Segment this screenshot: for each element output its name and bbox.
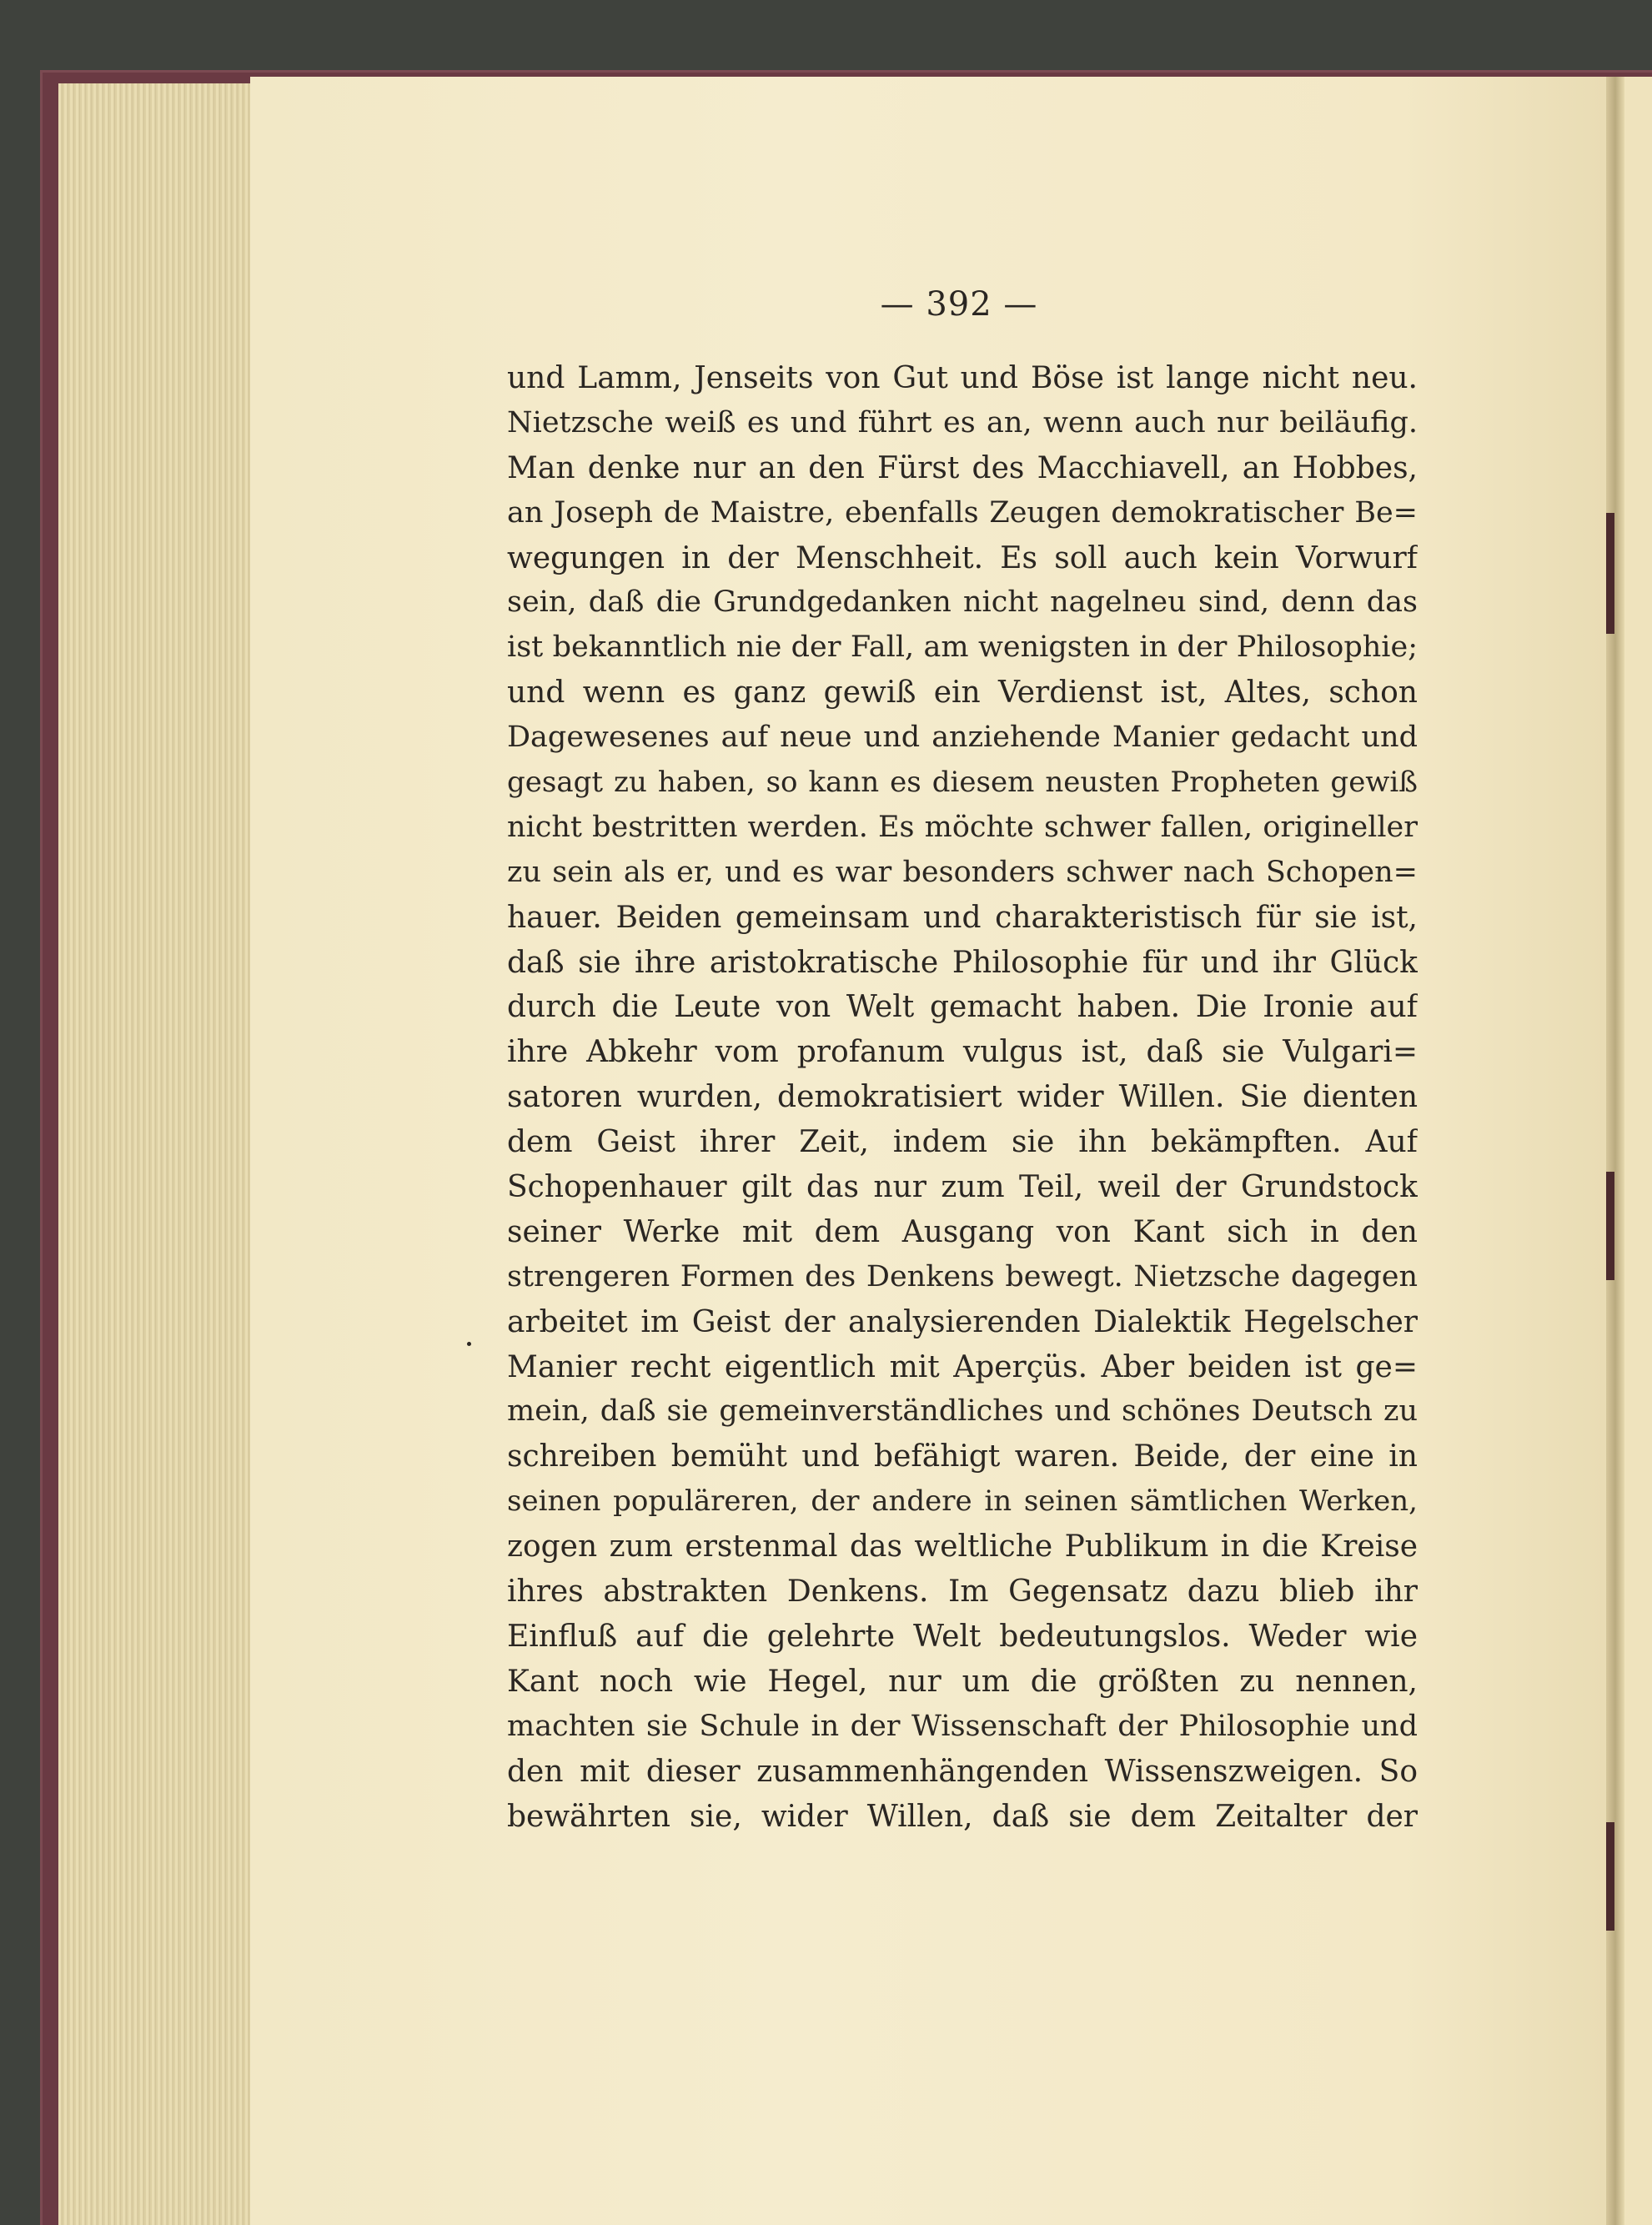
- text-line: mein, daß sie gemeinverständliches und schönes Deutsch zu: [507, 1394, 1418, 1429]
- text-line: Nietzsche weiß es und führt es an, wenn auch nur beiläufig.: [507, 405, 1418, 439]
- text-line: den mit dieser zusammenhängenden Wissenszweigen. So: [507, 1754, 1418, 1789]
- text-line: machten sie Schule in der Wissenschaft der Philosophie und: [507, 1709, 1418, 1743]
- text-line: Schopenhauer gilt das nur zum Teil, weil der Grundstock: [507, 1170, 1418, 1205]
- text-line: seinen populäreren, der andere in seinen sämtlichen Werken,: [507, 1484, 1418, 1519]
- text-line: zu sein als er, und es war besonders schwer nach Schopen=: [507, 855, 1418, 889]
- page-edges: [58, 83, 252, 2225]
- text-line: daß sie ihre aristokratische Philosophie für und ihr Glück: [507, 945, 1418, 980]
- text-line: Kant noch wie Hegel, nur um die größten zu nennen,: [507, 1664, 1418, 1699]
- text-line: seiner Werke mit dem Ausgang von Kant sich in den: [507, 1214, 1418, 1249]
- text-line: satoren wurden, demokratisiert wider Willen. Sie dienten: [507, 1080, 1418, 1115]
- text-line: zogen zum erstenmal das weltliche Publikum in die Kreise: [507, 1529, 1418, 1565]
- page-number: — 392 —: [880, 285, 1038, 324]
- text-line: durch die Leute von Welt gemacht haben. Die Ironie auf: [507, 990, 1418, 1025]
- text-line: Dagewesenes auf neue und anziehende Manier gedacht und: [507, 721, 1418, 755]
- text-line: Einfluß auf die gelehrte Welt bedeutungslos. Weder wie: [507, 1619, 1418, 1654]
- facing-page-edge: [1624, 77, 1652, 2225]
- text-line: ihres abstrakten Denkens. Im Gegensatz dazu blieb ihr: [507, 1575, 1418, 1610]
- text-line: strengeren Formen des Denkens bewegt. Nietzsche dagegen: [507, 1259, 1418, 1293]
- text-line: Man denke nur an den Fürst des Macchiavell, an Hobbes,: [507, 450, 1418, 485]
- facing-page-mark: [1606, 513, 1614, 634]
- text-line: an Joseph de Maistre, ebenfalls Zeugen demokratischer Be=: [507, 495, 1418, 530]
- facing-page-mark: [1606, 1822, 1614, 1931]
- facing-page-mark: [1606, 1172, 1614, 1280]
- text-line: sein, daß die Grundgedanken nicht nagelneu sind, denn das: [507, 585, 1418, 620]
- text-line: dem Geist ihrer Zeit, indem sie ihn bekämpften. Auf: [507, 1125, 1418, 1160]
- text-line: hauer. Beiden gemeinsam und charakteristisch für sie ist,: [507, 900, 1418, 935]
- text-line: arbeitet im Geist der analysierenden Dialektik Hegelscher: [507, 1304, 1418, 1339]
- body-text: [507, 356, 1418, 1839]
- text-line: ist bekanntlich nie der Fall, am wenigsten in der Philosophie;: [507, 630, 1418, 665]
- text-line: und wenn es ganz gewiß ein Verdienst ist, Altes, schon: [507, 676, 1418, 711]
- text-line: und Lamm, Jenseits von Gut und Böse ist lange nicht neu.: [507, 361, 1418, 395]
- text-line: gesagt zu haben, so kann es diesem neusten Propheten gewiß: [507, 766, 1418, 800]
- text-line: Manier recht eigentlich mit Aperçüs. Aber beiden ist ge=: [507, 1349, 1418, 1384]
- text-line: wegungen in der Menschheit. Es soll auch kein Vorwurf: [507, 540, 1418, 575]
- text-line: schreiben bemüht und befähigt waren. Beide, der eine in: [507, 1439, 1418, 1474]
- text-line: nicht bestritten werden. Es möchte schwer fallen, origineller: [507, 810, 1418, 844]
- text-line: bewährten sie, wider Willen, daß sie dem Zeitalter der: [507, 1799, 1418, 1834]
- margin-dot: [467, 1342, 471, 1346]
- text-line: ihre Abkehr vom profanum vulgus ist, daß sie Vulgari=: [507, 1035, 1418, 1070]
